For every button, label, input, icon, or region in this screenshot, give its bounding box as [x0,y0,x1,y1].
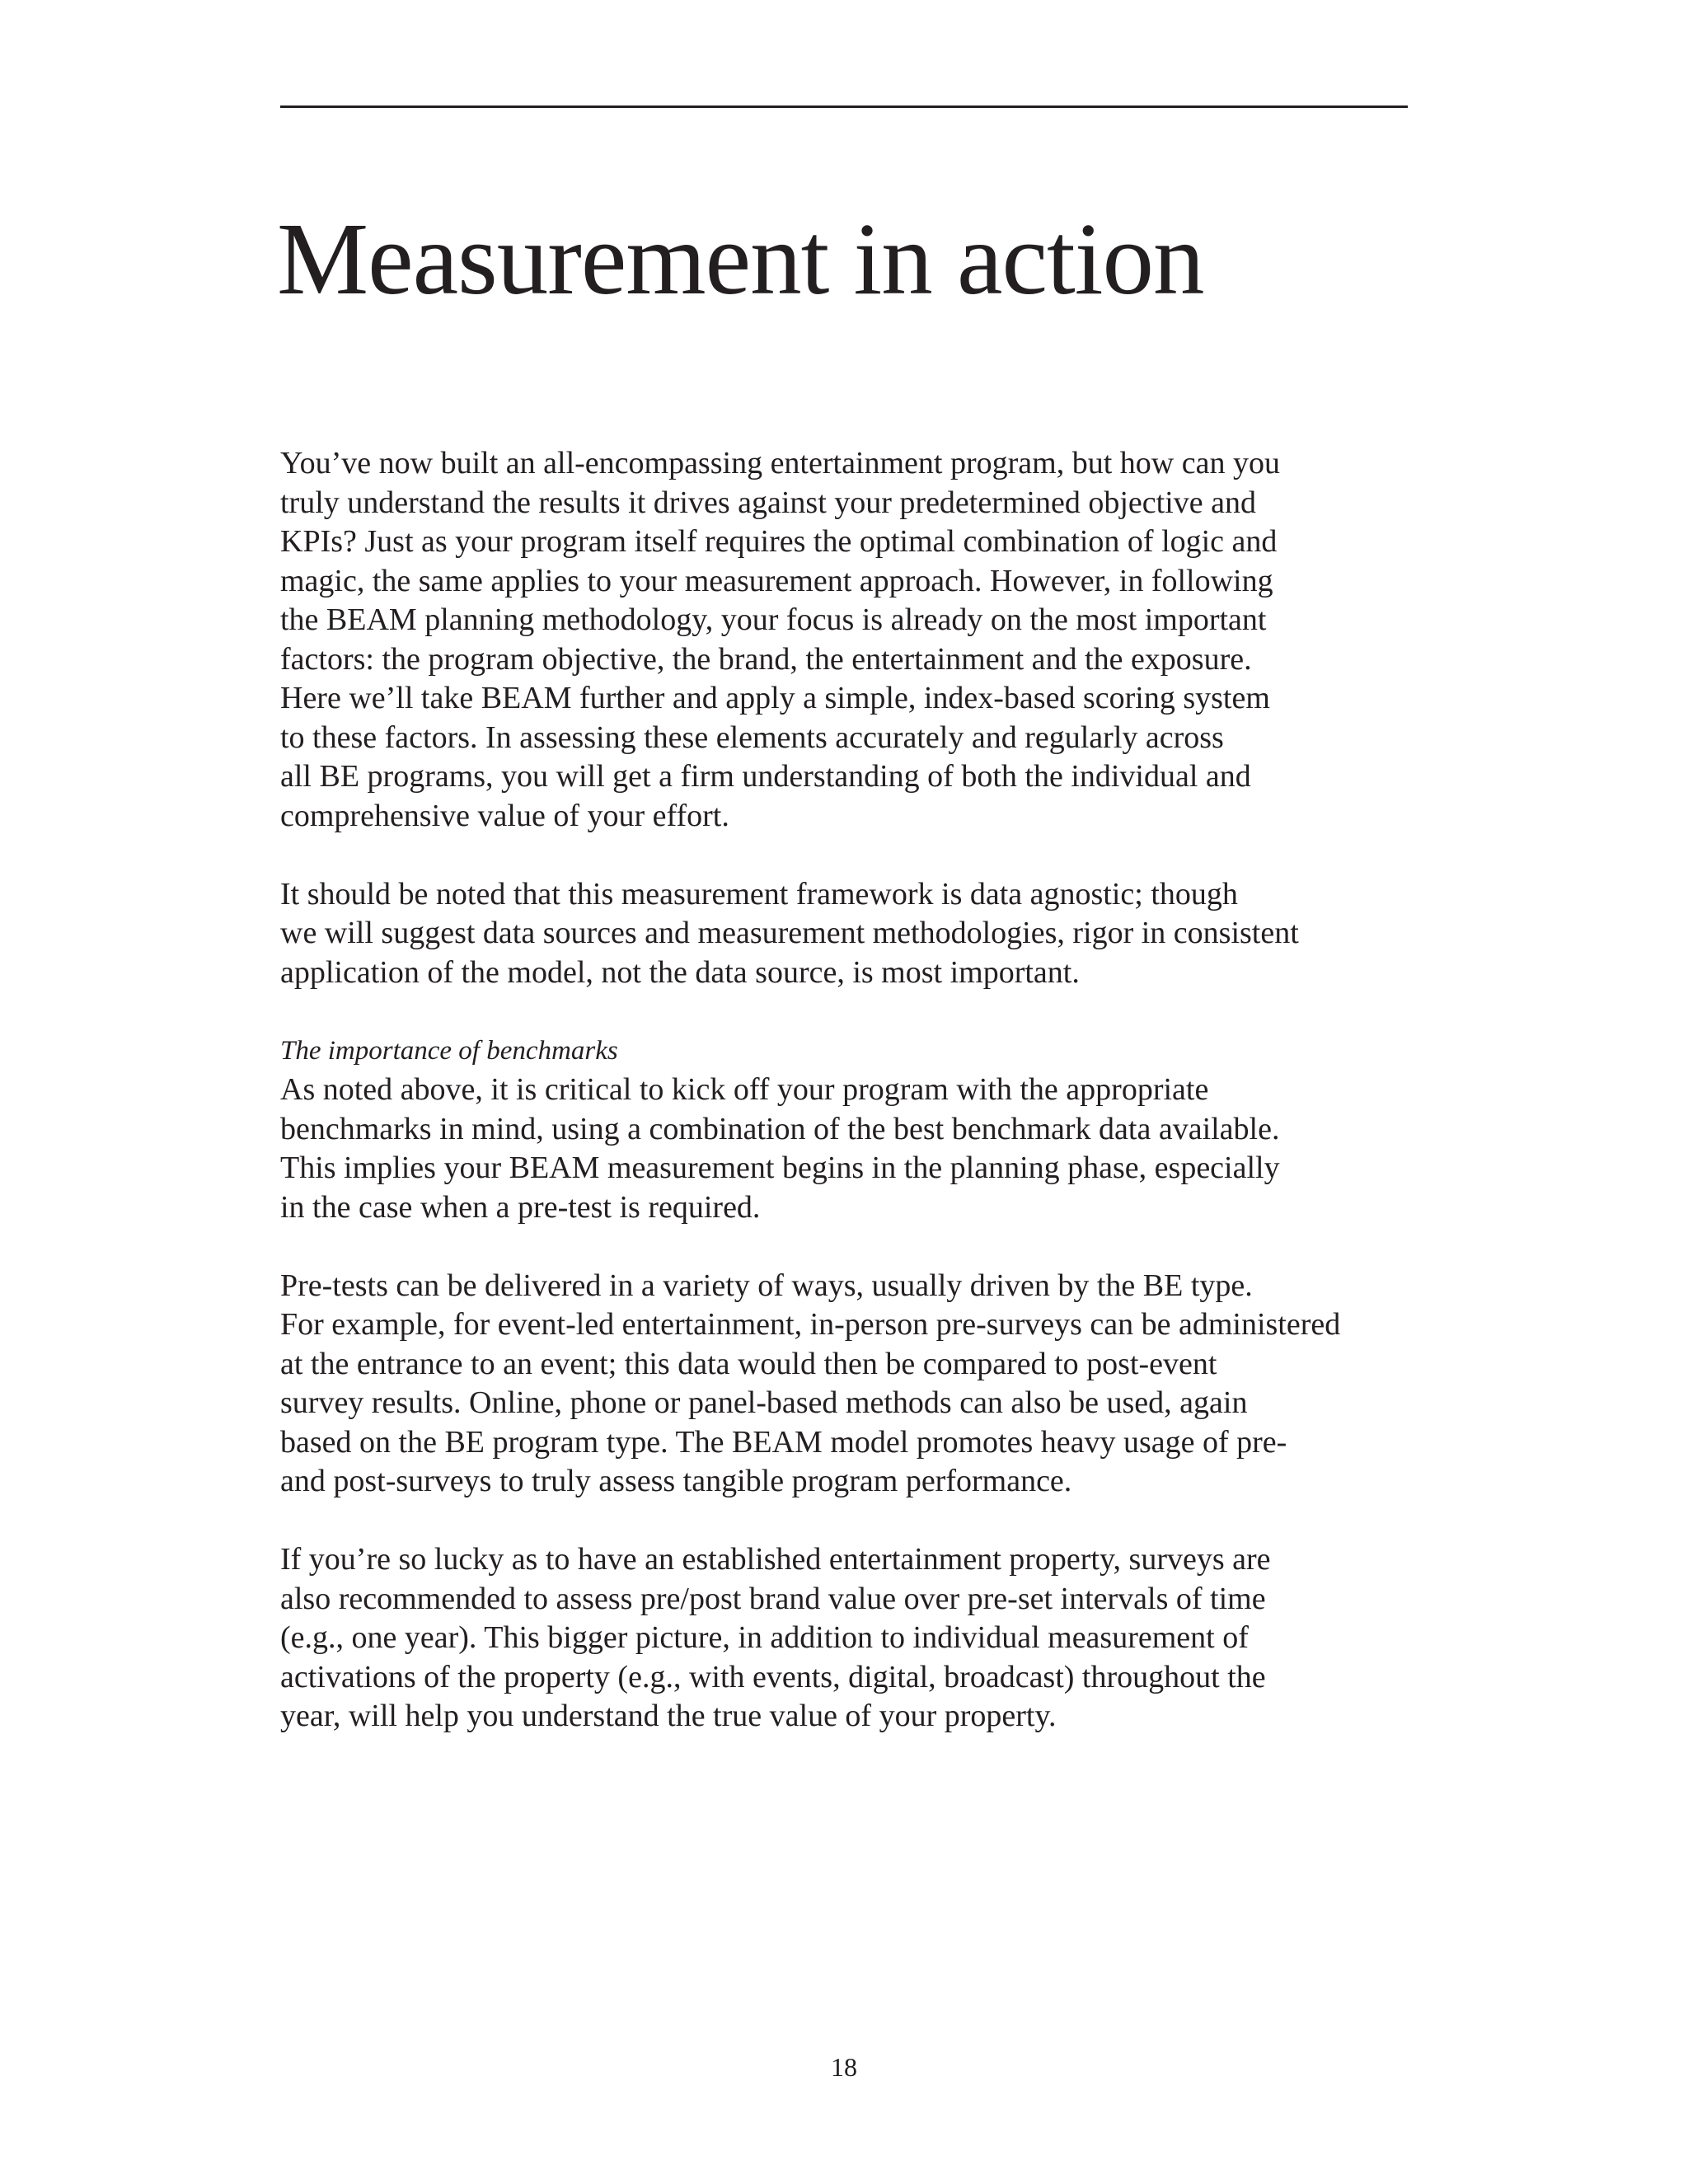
text-line: magic, the same applies to your measurement approach. However, in following [280,563,1273,598]
page-title: Measurement in action [277,203,1204,316]
text-line: in the case when a pre-test is required. [280,1189,761,1225]
text-line: activations of the property (e.g., with events, digital, broadcast) throughout the [280,1659,1266,1694]
paragraph-benchmarks [280,1032,1376,1228]
text-line: also recommended to assess pre/post brand value over pre-set intervals of time [280,1581,1266,1616]
text-line: You’ve now built an all-encompassing entertainment program, but how can you [280,446,1280,480]
text-line: application of the model, not the data source, is most important. [280,954,1080,990]
text-line: all BE programs, you will get a firm understanding of both the individual and [280,759,1251,794]
section-subheading: The importance of benchmarks [280,1035,618,1066]
text-line: year, will help you understand the true value of your property. [280,1699,1057,1733]
paragraph-spacer [280,836,1376,875]
text-line: (e.g., one year). This bigger picture, in addition to individual measurement of [280,1620,1249,1655]
text-line: Here we’ll take BEAM further and apply a simple, index-based scoring system [280,681,1270,715]
text-line: KPIs? Just as your program itself requires the optimal combination of logic and [280,524,1278,559]
paragraph-intro [280,444,1376,836]
text-line: at the entrance to an event; this data would then be compared to post-event [280,1346,1217,1381]
text-line: If you’re so lucky as to have an established entertainment property, surveys are [280,1542,1271,1577]
text-line: truly understand the results it drives against your predetermined objective and [280,485,1256,520]
body-text [280,444,1376,1736]
paragraph-pre-tests [280,1267,1376,1502]
paragraph-spacer [280,1227,1376,1267]
text-line: to these factors. In assessing these elements accurately and regularly across [280,719,1224,755]
paragraph-spacer [280,992,1376,1032]
text-line: survey results. Online, phone or panel-based methods can also be used, again [280,1385,1248,1420]
paragraph-spacer [280,1502,1376,1541]
text-line: benchmarks in mind, using a combination of the best benchmark data available. [280,1111,1280,1146]
text-line: factors: the program objective, the brand, the entertainment and the exposure. [280,641,1252,677]
paragraph-property [280,1540,1376,1736]
page-number: 18 [831,2052,857,2082]
text-line: It should be noted that this measurement framework is data agnostic; though [280,876,1238,912]
paragraph-data-agnostic [280,875,1376,993]
text-line: the BEAM planning methodology, your focus is already on the most important [280,602,1267,637]
text-line: This implies your BEAM measurement begins in the planning phase, especially [280,1151,1280,1185]
text-line: For example, for event-led entertainment, in-person pre-surveys can be administered [280,1307,1341,1342]
text-line: and post-surveys to truly assess tangible program performance. [280,1464,1072,1498]
text-line: As noted above, it is critical to kick off your program with the appropriate [280,1072,1209,1107]
text-line: we will suggest data sources and measurement methodologies, rigor in consistent [280,916,1299,950]
text-line: based on the BE program type. The BEAM model promotes heavy usage of pre- [280,1424,1287,1460]
text-line: comprehensive value of your effort. [280,798,729,833]
top-rule [280,105,1408,108]
text-line: Pre-tests can be delivered in a variety of ways, usually driven by the BE type. [280,1268,1253,1303]
